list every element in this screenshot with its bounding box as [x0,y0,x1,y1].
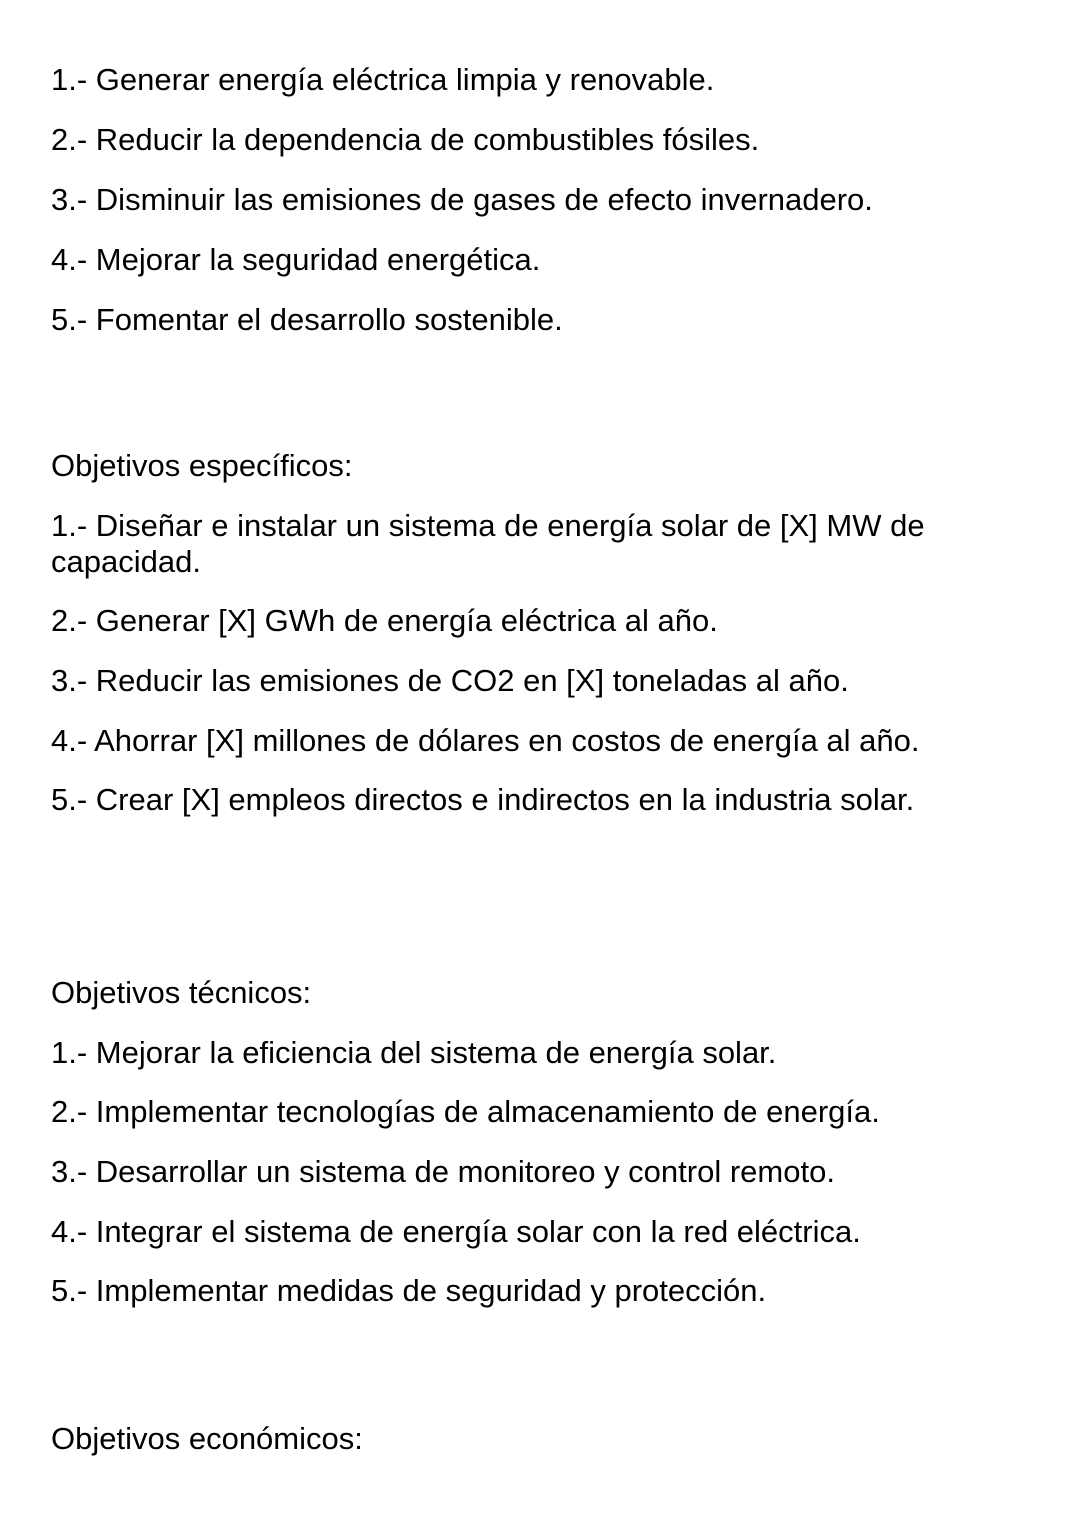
section-heading-especificos: Objetivos específicos: [51,448,353,483]
list-item: 3.- Desarrollar un sistema de monitoreo y control remoto. [51,1154,835,1189]
list-item: 2.- Implementar tecnologías de almacenamiento de energía. [51,1094,880,1129]
list-item: 3.- Disminuir las emisiones de gases de efecto invernadero. [51,182,873,217]
list-item: 5.- Fomentar el desarrollo sostenible. [51,302,563,337]
list-item: 4.- Mejorar la seguridad energética. [51,242,541,277]
list-item: 3.- Reducir las emisiones de CO2 en [X] toneladas al año. [51,663,849,698]
section-heading-economicos: Objetivos económicos: [51,1421,363,1456]
list-item: 2.- Generar [X] GWh de energía eléctrica al año. [51,603,718,638]
list-item: 1.- Diseñar e instalar un sistema de energía solar de [X] MW de capacidad. [51,508,925,579]
list-item: 5.- Crear [X] empleos directos e indirectos en la industria solar. [51,782,915,817]
list-item: 4.- Integrar el sistema de energía solar con la red eléctrica. [51,1214,861,1249]
list-item: 4.- Ahorrar [X] millones de dólares en costos de energía al año. [51,723,920,758]
list-item: 2.- Reducir la dependencia de combustibles fósiles. [51,122,760,157]
section-heading-tecnicos: Objetivos técnicos: [51,975,312,1010]
list-item: 1.- Mejorar la eficiencia del sistema de energía solar. [51,1035,777,1070]
list-item: 1.- Generar energía eléctrica limpia y renovable. [51,62,715,97]
list-item: 5.- Implementar medidas de seguridad y protección. [51,1273,767,1308]
